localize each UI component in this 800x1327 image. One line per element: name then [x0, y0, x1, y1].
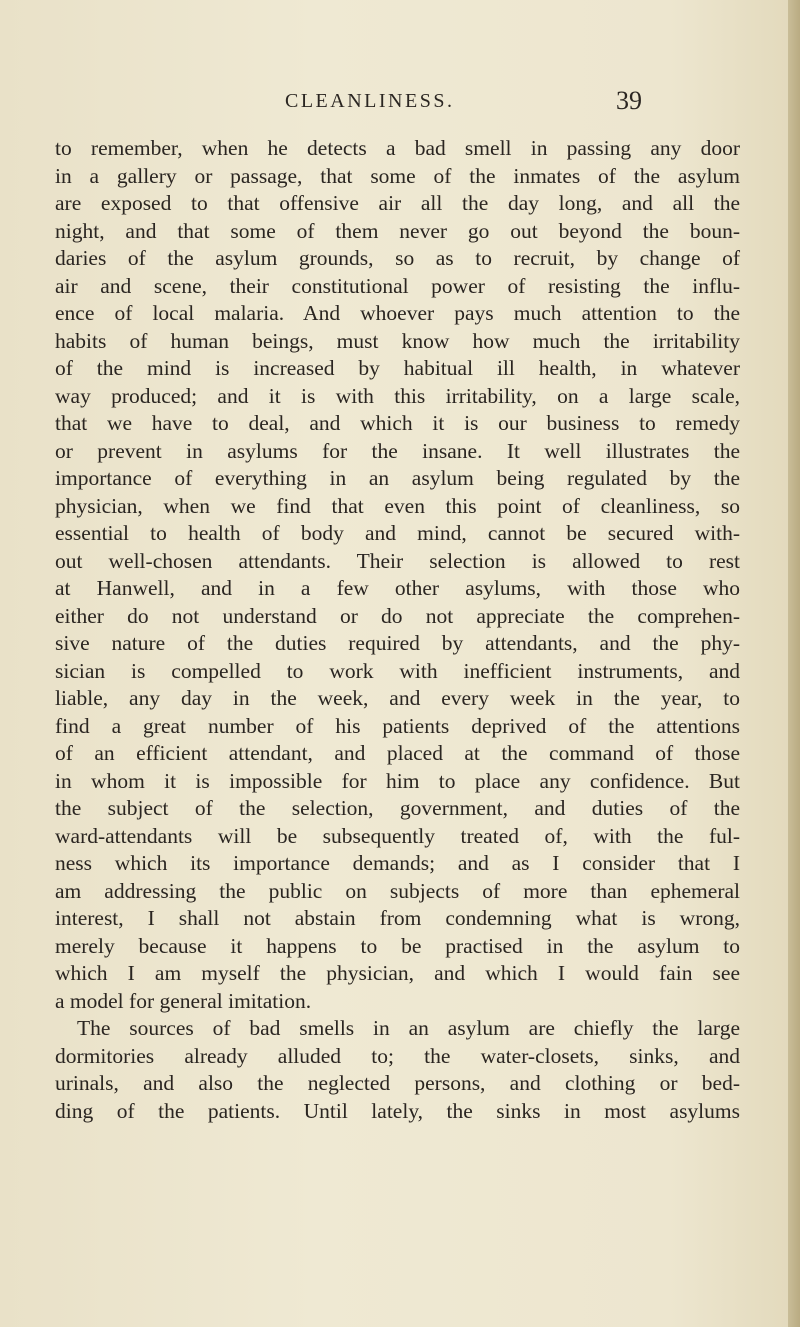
text-line: or prevent in asylums for the insane. It well illustrates the	[55, 438, 740, 463]
text-line: that we have to deal, and which it is our business to remedy	[55, 411, 740, 435]
text-line: ding of the patients. Until lately, the sinks in most asylums	[55, 1098, 740, 1123]
text-line: urinals, and also the neglected persons, and clothing or bed-	[55, 1071, 740, 1095]
page-edge	[788, 0, 800, 1327]
text-line: daries of the asylum grounds, so as to recruit, by change of	[55, 246, 740, 270]
text-line: are exposed to that offensive air all the day long, and all the	[55, 191, 740, 215]
text-line: either do not understand or do not appreciate the comprehen-	[55, 603, 740, 628]
text-line: at Hanwell, and in a few other asylums, with those who	[55, 576, 740, 600]
body-text	[55, 135, 740, 1125]
paragraph-end-line: a model for general imitation.	[55, 988, 312, 1013]
text-line: physician, when we find that even this point of cleanliness, so	[55, 493, 740, 518]
text-line: air and scene, their constitutional power of resisting the influ-	[55, 273, 740, 298]
text-line: importance of everything in an asylum being regulated by the	[55, 466, 740, 490]
text-line: sician is compelled to work with inefficient instruments, and	[55, 658, 740, 683]
text-line: way produced; and it is with this irritability, on a large scale,	[55, 383, 740, 408]
text-line: the subject of the selection, government, and duties of the	[55, 796, 740, 820]
text-line: essential to health of body and mind, cannot be secured with-	[55, 521, 740, 545]
text-line: merely because it happens to be practised in the asylum to	[55, 933, 740, 958]
text-line: of the mind is increased by habitual ill health, in whatever	[55, 356, 740, 380]
running-head: CLEANLINESS.	[285, 90, 455, 112]
paragraph-start-line: The sources of bad smells in an asylum are chiefly the large	[77, 1016, 740, 1040]
page-number: 39	[616, 86, 642, 115]
text-line: in a gallery or passage, that some of the inmates of the asylum	[55, 163, 740, 188]
text-line: ence of local malaria. And whoever pays much attention to the	[55, 301, 740, 325]
text-line: dormitories already alluded to; the water-closets, sinks, and	[55, 1043, 740, 1068]
text-line: ness which its importance demands; and as I consider that I	[55, 851, 740, 875]
text-line: am addressing the public on subjects of more than ephemeral	[55, 878, 740, 903]
text-line: night, and that some of them never go out beyond the boun-	[55, 218, 740, 243]
text-line: interest, I shall not abstain from condemning what is wrong,	[55, 906, 740, 930]
text-line: sive nature of the duties required by attendants, and the phy-	[55, 631, 740, 655]
text-line: find a great number of his patients deprived of the attentions	[55, 713, 740, 738]
text-line: liable, any day in the week, and every week in the year, to	[55, 686, 740, 710]
text-line: ward-attendants will be subsequently treated of, with the ful-	[55, 823, 740, 848]
text-line: to remember, when he detects a bad smell in passing any door	[55, 136, 740, 160]
page-header	[0, 88, 788, 128]
text-line: out well-chosen attendants. Their selection is allowed to rest	[55, 548, 740, 573]
text-line: habits of human beings, must know how much the irritability	[55, 328, 740, 353]
text-line: in whom it is impossible for him to place any confidence. But	[55, 768, 740, 793]
text-line: which I am myself the physician, and which I would fain see	[55, 961, 740, 985]
text-line: of an efficient attendant, and placed at the command of those	[55, 741, 740, 765]
